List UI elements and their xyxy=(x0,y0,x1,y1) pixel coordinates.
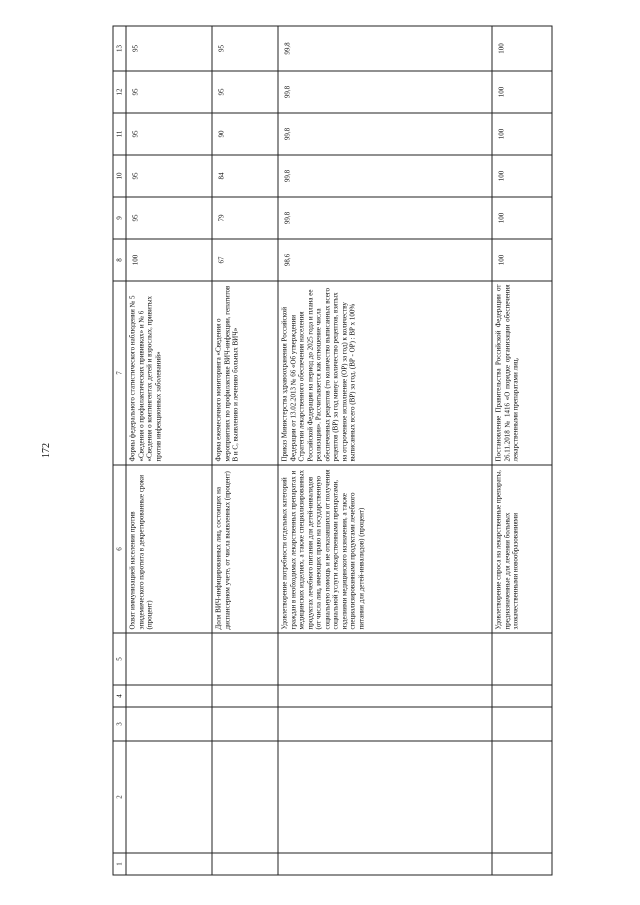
header-cell: 13 xyxy=(113,26,126,71)
header-row xyxy=(113,26,126,875)
indicator-name: Охват иммунизацией населения против эпидемического паротита в декретированные сроки (процент) xyxy=(126,465,212,633)
table-row xyxy=(492,26,552,875)
header-cell: 12 xyxy=(113,71,126,113)
value-cell: 100 xyxy=(492,26,552,71)
value-cell: 95 xyxy=(126,113,212,155)
header-cell: 9 xyxy=(113,197,126,239)
indicator-name: Удовлетворение потребности отдельных категорий граждан в необходимых лекарственных препаратах и медицинских изделиях, а также специализированных продуктах лечебного питания для детей-инвалидов (от числа лиц, имеющих право на государственную социальную помощь и не отказавшихся от получения социальной услуги лекарственными препаратами, изделиями медицинского назначения, а также специализированными продуктами лечебного питания для детей-инвалидов) (процент) xyxy=(278,465,492,633)
value-cell: 98,6 xyxy=(278,239,492,281)
indicator-source: Приказ Министерства здравоохранения Российской Федерации от 13.02.2013 № 66 «Об утверждении Стратегии лекарственного обеспечения населения Российской Федерации на период до 2025 года и плана ее реализации». Рассчитывается как отношение числа обеспеченных рецептов (то количество выписанных всего рецептов (ВР) за год минус количество рецептов, взятых на отсроченное исполнение (ОР) за год) к количеству выписанных всего (ВР) за год. (ВР - ОР) : ВР х 100% xyxy=(278,281,492,465)
table-cell xyxy=(278,633,492,685)
header-cell: 5 xyxy=(113,633,126,685)
value-cell: 100 xyxy=(492,155,552,197)
value-cell: 84 xyxy=(212,155,278,197)
header-cell: 10 xyxy=(113,155,126,197)
header-cell: 2 xyxy=(113,741,126,853)
table-cell xyxy=(492,707,552,741)
header-cell: 6 xyxy=(113,465,126,633)
table-cell xyxy=(212,853,278,875)
value-cell: 99,8 xyxy=(278,197,492,239)
value-cell: 95 xyxy=(126,71,212,113)
header-cell: 4 xyxy=(113,685,126,707)
table-rotated xyxy=(112,30,550,875)
table-cell xyxy=(126,707,212,741)
table-cell xyxy=(126,685,212,707)
value-cell: 95 xyxy=(212,71,278,113)
header-cell: 8 xyxy=(113,239,126,281)
table-cell xyxy=(492,741,552,853)
table-cell xyxy=(278,741,492,853)
header-cell: 3 xyxy=(113,707,126,741)
value-cell: 95 xyxy=(126,155,212,197)
table-cell xyxy=(492,685,552,707)
header-cell: 1 xyxy=(113,853,126,875)
table-cell xyxy=(212,707,278,741)
table-row xyxy=(126,26,212,875)
table-cell xyxy=(212,741,278,853)
table-cell xyxy=(126,853,212,875)
table-row xyxy=(278,26,492,875)
value-cell: 95 xyxy=(212,26,278,71)
table-cell xyxy=(492,853,552,875)
table-row xyxy=(212,26,278,875)
value-cell: 67 xyxy=(212,239,278,281)
value-cell: 95 xyxy=(126,197,212,239)
value-cell: 99,8 xyxy=(278,71,492,113)
indicator-name: Удовлетворение спроса на лекарственные препараты, предназначенные для лечения больных злокачественными новообразованиями xyxy=(492,465,552,633)
table-cell xyxy=(492,633,552,685)
value-cell: 79 xyxy=(212,197,278,239)
indicators-table xyxy=(112,25,552,875)
page-number: 172 xyxy=(41,443,52,458)
value-cell: 90 xyxy=(212,113,278,155)
table-cell xyxy=(126,633,212,685)
table-cell xyxy=(278,707,492,741)
table-cell xyxy=(212,685,278,707)
table-cell xyxy=(212,633,278,685)
value-cell: 95 xyxy=(126,26,212,71)
header-cell: 7 xyxy=(113,281,126,465)
table-cell xyxy=(278,685,492,707)
value-cell: 100 xyxy=(126,239,212,281)
value-cell: 100 xyxy=(492,239,552,281)
table-cell xyxy=(126,741,212,853)
value-cell: 100 xyxy=(492,197,552,239)
header-cell: 11 xyxy=(113,113,126,155)
value-cell: 100 xyxy=(492,71,552,113)
value-cell: 100 xyxy=(492,113,552,155)
indicator-name: Доля ВИЧ-инфицированных лиц, состоящих на диспансерном учете, от числа выявленных (процент) xyxy=(212,465,278,633)
value-cell: 99,8 xyxy=(278,113,492,155)
value-cell: 99,8 xyxy=(278,155,492,197)
indicator-source: Формы федерального статистического наблюдения № 5 «Сведения о профилактических прививках» и № 6 «Сведения о контингентах детей и взрослых, привитых против инфекционных заболеваний» xyxy=(126,281,212,465)
value-cell: 99,8 xyxy=(278,26,492,71)
table-cell xyxy=(278,853,492,875)
indicator-source: Форма ежемесячного мониторинга «Сведения о мероприятиях по профилактике ВИЧ-инфекции, гепатитов В и С, выявлению и лечению больных ВИЧ» xyxy=(212,281,278,465)
indicator-source: Постановление Правительства Российской Федерации от 26.11.2018 № 1416 «О порядке организации обеспечения лекарственными препаратами лиц, xyxy=(492,281,552,465)
